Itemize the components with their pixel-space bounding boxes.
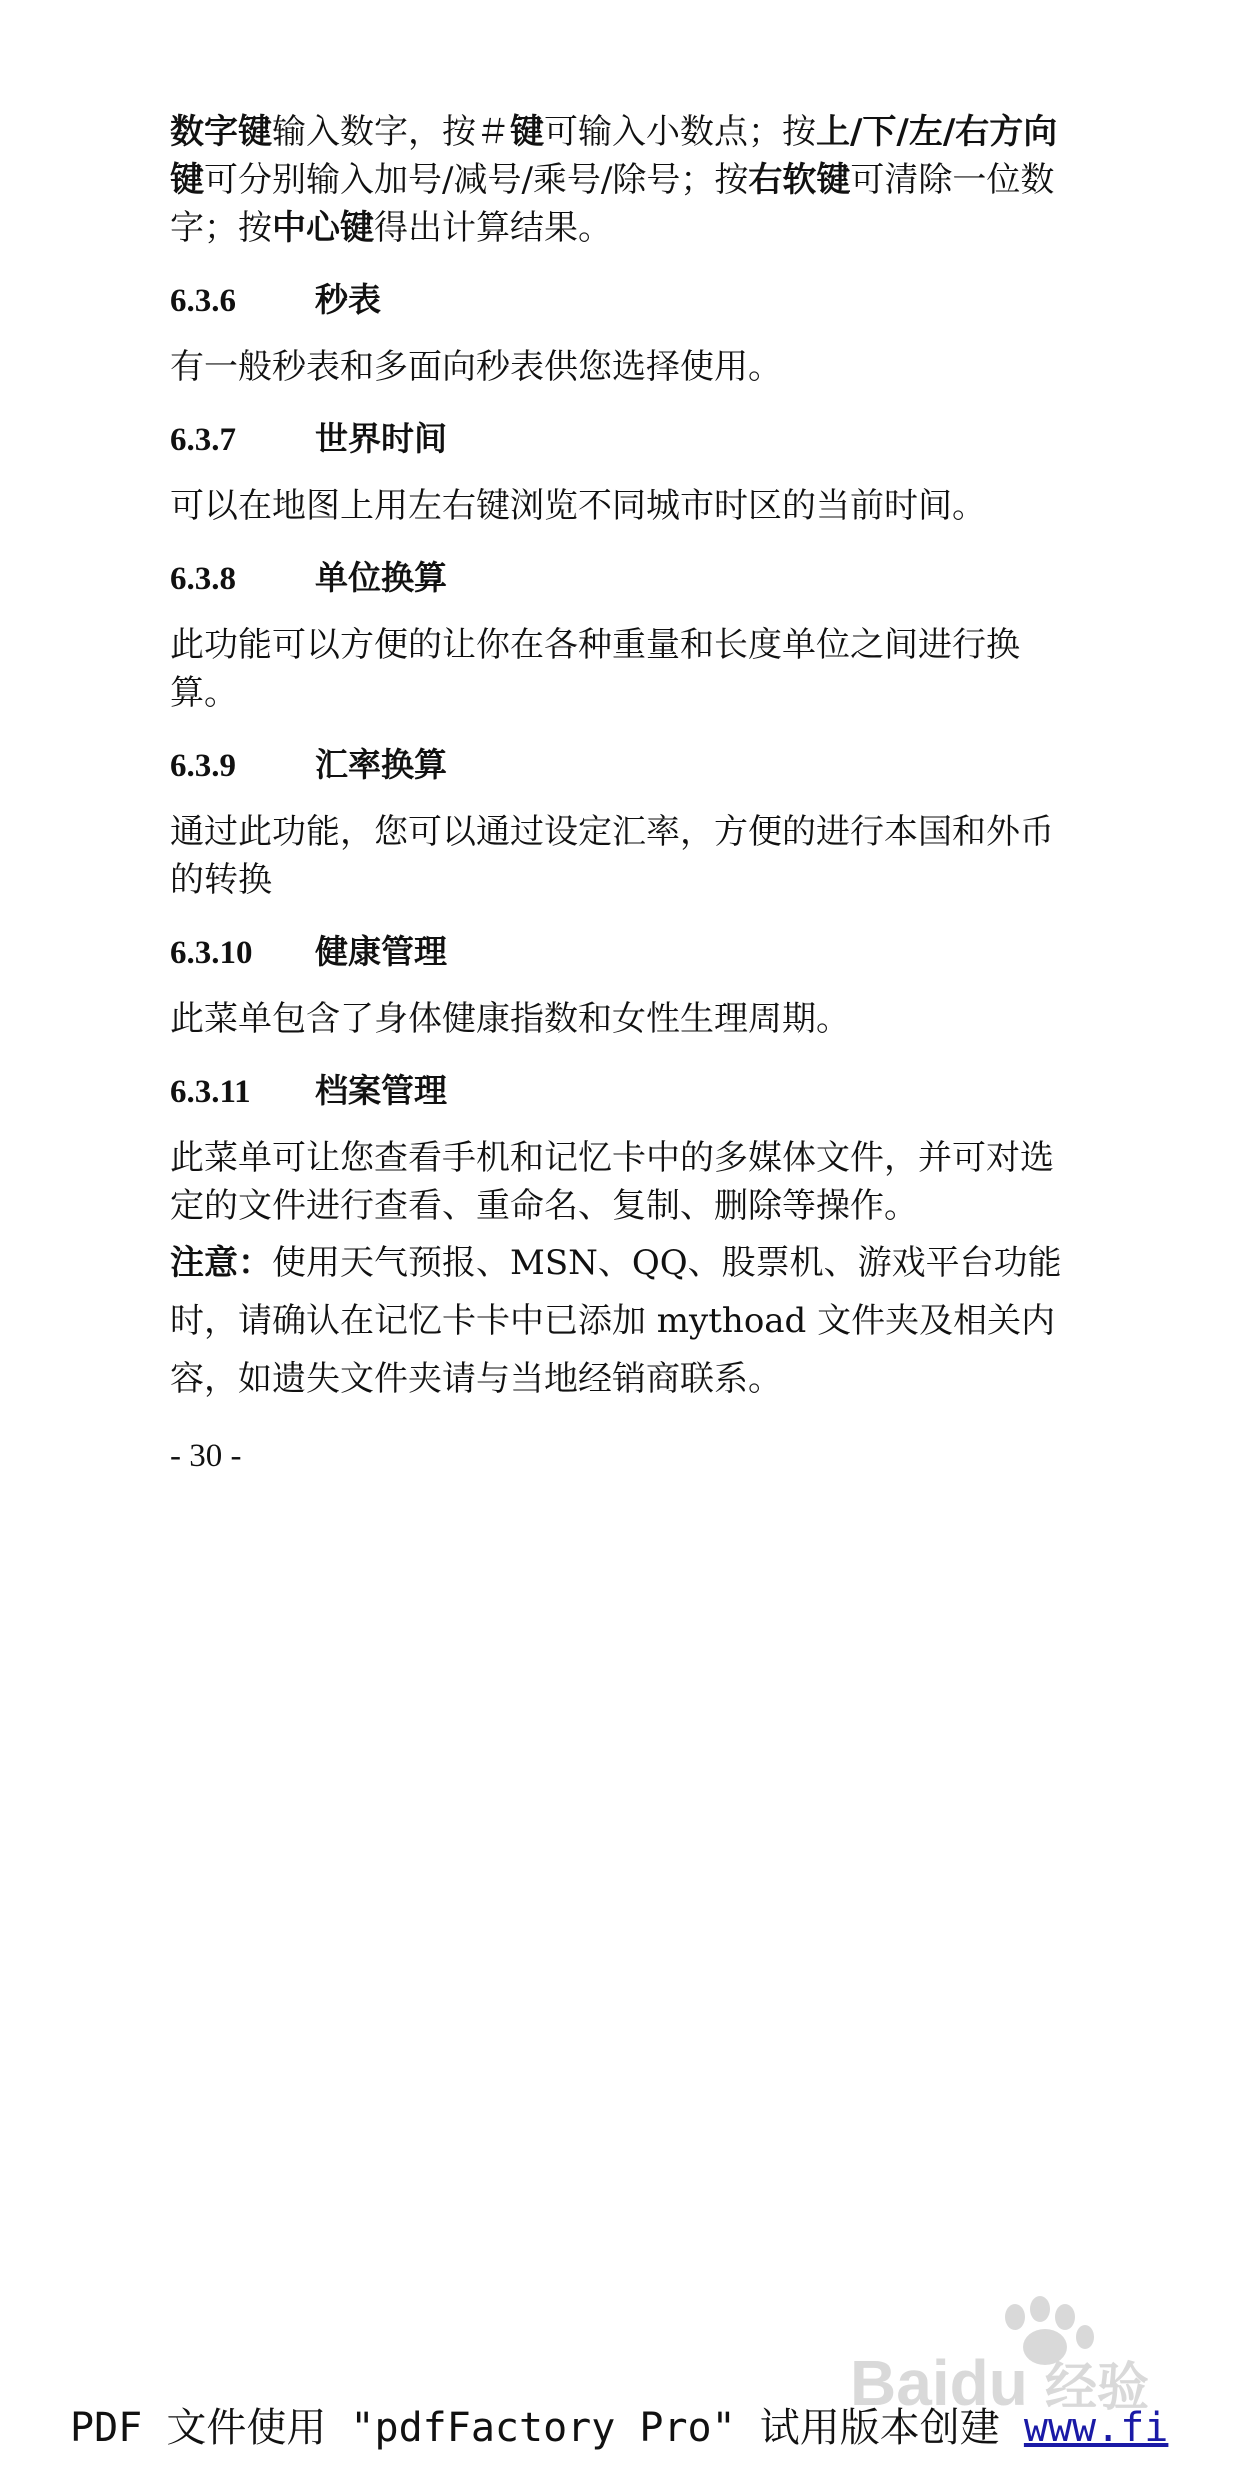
watermark-brand: Baidu xyxy=(850,2347,1028,2419)
section-heading xyxy=(170,1065,1080,1112)
section-heading xyxy=(170,552,1080,599)
section-number: 6.3.6 xyxy=(170,283,236,319)
intro-bold-4: 右软键 xyxy=(748,160,851,200)
section-body: 有一般秒表和多面向秒表供您选择使用。 xyxy=(170,347,782,387)
section-number: 6.3.11 xyxy=(170,1074,251,1110)
section-heading xyxy=(170,926,1080,973)
section-number: 6.3.8 xyxy=(170,561,236,597)
section-heading xyxy=(170,274,1080,321)
intro-text-4: 可清除一位数字；按 xyxy=(170,160,1055,248)
watermark-suffix: 经验 xyxy=(1045,2358,1150,2418)
intro-paragraph xyxy=(170,108,1080,252)
page-content xyxy=(170,108,1080,1475)
intro-bold-3: 上/下/左/右方向键 xyxy=(170,112,1058,200)
intro-text-1: 输入数字，按＃ xyxy=(272,112,510,152)
section-body: 此菜单可让您查看手机和记忆卡中的多媒体文件，并可对选定的文件进行查看、重命名、复制、删除等操作。 xyxy=(170,1138,1054,1226)
note-label: 注意： xyxy=(170,1243,272,1283)
intro-text-2: 可输入小数点；按 xyxy=(544,112,816,152)
section-title: 秒表 xyxy=(315,280,381,319)
section-number: 6.3.7 xyxy=(170,422,236,458)
intro-bold-2: 键 xyxy=(510,112,544,152)
note-text: 使用天气预报、MSN、QQ、股票机、游戏平台功能时，请确认在记忆卡卡中已添加 mythoad 文件夹及相关内容，如遗失文件夹请与当地经销商联系。 xyxy=(170,1243,1062,1399)
section-title: 档案管理 xyxy=(315,1071,447,1110)
section-number: 6.3.9 xyxy=(170,748,236,784)
section-body: 此功能可以方便的让你在各种重量和长度单位之间进行换算。 xyxy=(170,625,1020,713)
section-title: 世界时间 xyxy=(315,419,447,458)
intro-text-3: 可分别输入加号/减号/乘号/除号；按 xyxy=(204,160,749,200)
section-title: 汇率换算 xyxy=(315,745,447,784)
section-heading xyxy=(170,739,1080,786)
section-body: 可以在地图上用左右键浏览不同城市时区的当前时间。 xyxy=(170,486,986,526)
footer-text: PDF 文件使用 "pdfFactory Pro" 试用版本创建 xyxy=(70,2405,1024,2451)
section-title: 健康管理 xyxy=(315,932,447,971)
section-title: 单位换算 xyxy=(315,558,447,597)
intro-bold-5: 中心键 xyxy=(272,208,374,248)
footer-link[interactable]: www.fi xyxy=(1023,2405,1169,2451)
page-number: - 30 - xyxy=(170,1438,242,1474)
section-heading xyxy=(170,413,1080,460)
note-paragraph xyxy=(170,1234,1080,1408)
section-number: 6.3.10 xyxy=(170,935,253,971)
intro-bold-1: 数字键 xyxy=(170,112,272,152)
intro-text-5: 得出计算结果。 xyxy=(374,208,612,248)
section-body: 此菜单包含了身体健康指数和女性生理周期。 xyxy=(170,999,850,1039)
section-body: 通过此功能，您可以通过设定汇率，方便的进行本国和外币的转换 xyxy=(170,812,1054,900)
pdf-footer xyxy=(70,2396,1168,2453)
